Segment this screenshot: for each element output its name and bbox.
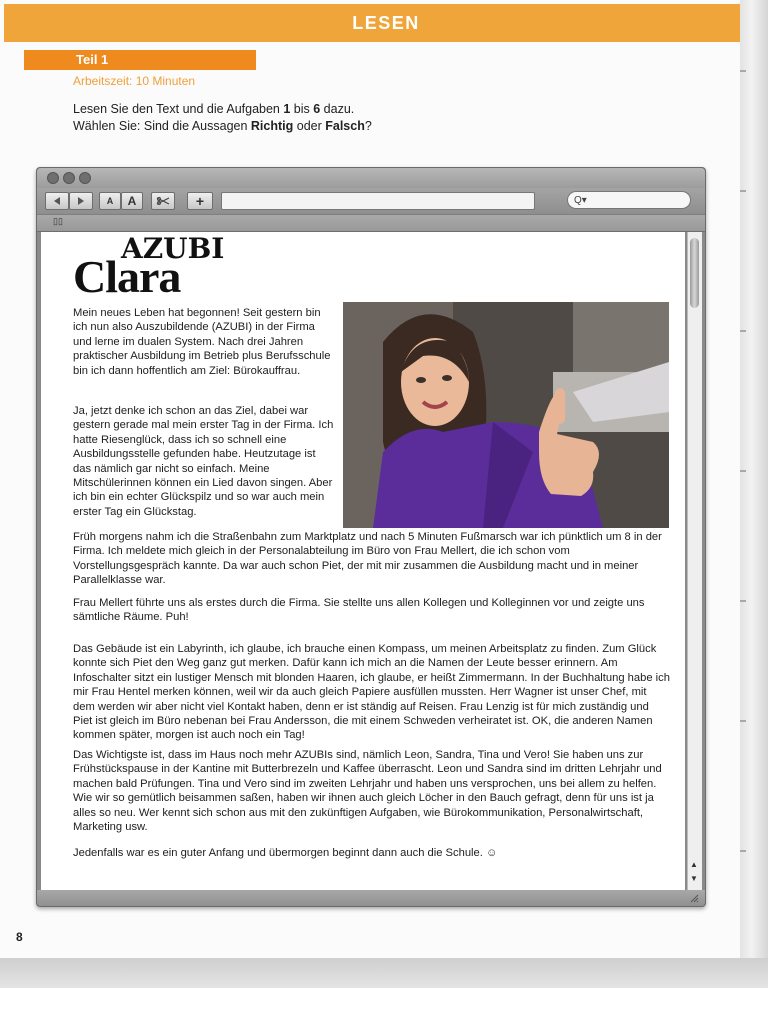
article-paragraph: Ja, jetzt denke ich schon an das Ziel, dabei war gestern gerade mal mein erster Tag in der Firma. Ich hatte Riesenglück, dass ich so schnell eine Ausbildungsstelle gefunden habe. Heutzutage ist das nämlich gar nicht so einfach. Meine Mitschülerinnen können ein Lied davon singen. Aber ich bin ein echter Glückspilz und so war auch mein erster Tag ein Glückstag. (73, 405, 334, 518)
scroll-down-icon[interactable]: ▼ (690, 874, 698, 883)
minimize-window-icon[interactable] (63, 172, 75, 184)
text-larger-button[interactable]: A (121, 192, 143, 210)
part-label: Teil 1 (24, 50, 256, 70)
search-input[interactable] (567, 191, 691, 209)
scrollbar-thumb[interactable] (690, 238, 699, 308)
working-time: Arbeitszeit: 10 Minuten (73, 74, 196, 88)
address-bar[interactable] (221, 192, 535, 210)
spine-mark (740, 850, 746, 852)
browser-window (36, 167, 706, 907)
book-icon[interactable]: ▯▯ (53, 216, 63, 226)
article-paragraph: Jedenfalls war es ein guter Anfang und übermorgen beginnt dann auch die Schule. ☺ (73, 847, 498, 859)
arrow-left-icon (52, 196, 62, 206)
spine-mark (740, 330, 746, 332)
logo-clara-text: Clara (73, 251, 181, 302)
bookmark-toggle-button[interactable] (151, 192, 175, 210)
forward-button[interactable] (69, 192, 93, 210)
web-content (41, 232, 685, 890)
instruction-text: Lesen Sie den Text und die Aufgaben (73, 102, 284, 116)
instruction-text: ? (364, 119, 372, 133)
instruction-text: bis (290, 102, 314, 116)
bookmarks-bar (37, 214, 705, 232)
instruction-keyword: Richtig (250, 119, 294, 133)
text-smaller-button[interactable]: A (99, 192, 121, 210)
article-photo (343, 302, 669, 528)
instruction-line-2 (73, 119, 372, 133)
spine-mark (740, 720, 746, 722)
close-window-icon[interactable] (47, 172, 59, 184)
scan-margin (0, 988, 768, 1024)
scissors-icon (156, 196, 170, 206)
scroll-up-icon[interactable]: ▲ (690, 860, 698, 869)
instruction-text: Wählen Sie: Sind die Aussagen (73, 119, 251, 133)
page-number: 8 (16, 930, 23, 944)
arrow-right-icon (76, 196, 86, 206)
spine-mark (740, 470, 746, 472)
window-titlebar[interactable] (37, 168, 705, 188)
instruction-text: dazu. (320, 102, 355, 116)
logo-azubi-text: AZUBI (121, 232, 225, 265)
add-tab-button[interactable]: + (187, 192, 213, 210)
instruction-number: 6 (313, 102, 321, 116)
section-title: LESEN (352, 12, 420, 33)
back-button[interactable] (45, 192, 69, 210)
resize-grip-icon[interactable] (689, 893, 699, 903)
section-header-bar (4, 4, 768, 42)
browser-statusbar (37, 890, 705, 906)
article-paragraph: Mein neues Leben hat begonnen! Seit gestern bin ich nun also Auszubildende (AZUBI) in der Firma und lerne im dualen System. Nach drei Jahren praktischer Ausbildung im Betrieb plus Berufsschule bin ich dann hoffentlich am Ziel: Bürokauffrau. (73, 307, 331, 377)
page-bottom-shadow (0, 958, 768, 988)
article-paragraph: Das Gebäude ist ein Labyrinth, ich glaube, ich brauche einen Kompass, um meinen Arbeitsplatz zu finden. Zum Glück konnte sich Piet den Weg ganz gut merken. Dafür kann ich mich an die Namen der Leute besser erinnern. Am Infoschalter sitzt ein lustiger Mensch mit blonden Haaren, ich glaube, er heißt Zimmermann. In der Buchhaltung habe ich mir Frau Hentel merken können, weil wir da auch gleich Papiere ausfüllen mussten. Herr Wagner ist unser Chef, mit dem werden wir aber nicht viel Kontakt haben, denn er ist ständig auf Reisen. Frau Lenzig ist für mich zuständig und Piet ist gleich im Büro nebenan bei Frau Andersson, die mit einem Schweden verheiratet ist. OK, die anderen Namen kommen später, morgen ist auch noch ein Tag! (73, 643, 670, 742)
woman-thumbs-up-photo (343, 302, 669, 528)
article-paragraph: Früh morgens nahm ich die Straßenbahn zum Marktplatz und nach 5 Minuten Fußmarsch war ich pünktlich um 8 in der Firma. Ich meldete mich gleich in der Personalabteilung im Büro von Frau Mellert, die ich schon vom Vorstellungsgespräch kannte. Da war auch schon Piet, der mit mir zusammen die Ausbildung macht und in meiner Parallelklasse war. (73, 531, 662, 587)
search-icon: Q▾ (574, 194, 587, 206)
instruction-text: oder (293, 119, 326, 133)
zoom-window-icon[interactable] (79, 172, 91, 184)
spine-mark (740, 600, 746, 602)
instruction-number: 1 (283, 102, 291, 116)
article-paragraph: Das Wichtigste ist, dass im Haus noch mehr AZUBIs sind, nämlich Leon, Sandra, Tina und Vero! Sie haben uns zur Frühstückspause in der Kantine mit Butterbrezeln und Kaffee überrascht. Leon und Sandra sind im dritten Lehrjahr und machen bald Prüfungen. Tina und Vero sind im zweiten Lehrjahr und haben uns versprochen, uns bei allem zu helfen. Wie wir so gemütlich beisammen saßen, haben wir ihnen auch gleich Löcher in den Bauch gefragt, denn für uns ist ja alles so neu. Wer kennt sich schon aus mit den zukünftigen Aufgaben, wie Bürokommunikation, Personalwirtschaft, Marketing usw. (73, 749, 662, 834)
instruction-keyword: Falsch (325, 119, 365, 133)
instruction-line-1 (73, 102, 354, 116)
spine-mark (740, 190, 746, 192)
browser-toolbar (37, 188, 705, 214)
book-spine-edge (740, 0, 768, 1024)
spine-mark (740, 70, 746, 72)
vertical-scrollbar[interactable] (687, 232, 702, 890)
article-paragraph: Frau Mellert führte uns als erstes durch die Firma. Sie stellte uns allen Kollegen und Kolleginnen vor und zeigte uns sämtliche Räume. Puh! (73, 597, 645, 624)
